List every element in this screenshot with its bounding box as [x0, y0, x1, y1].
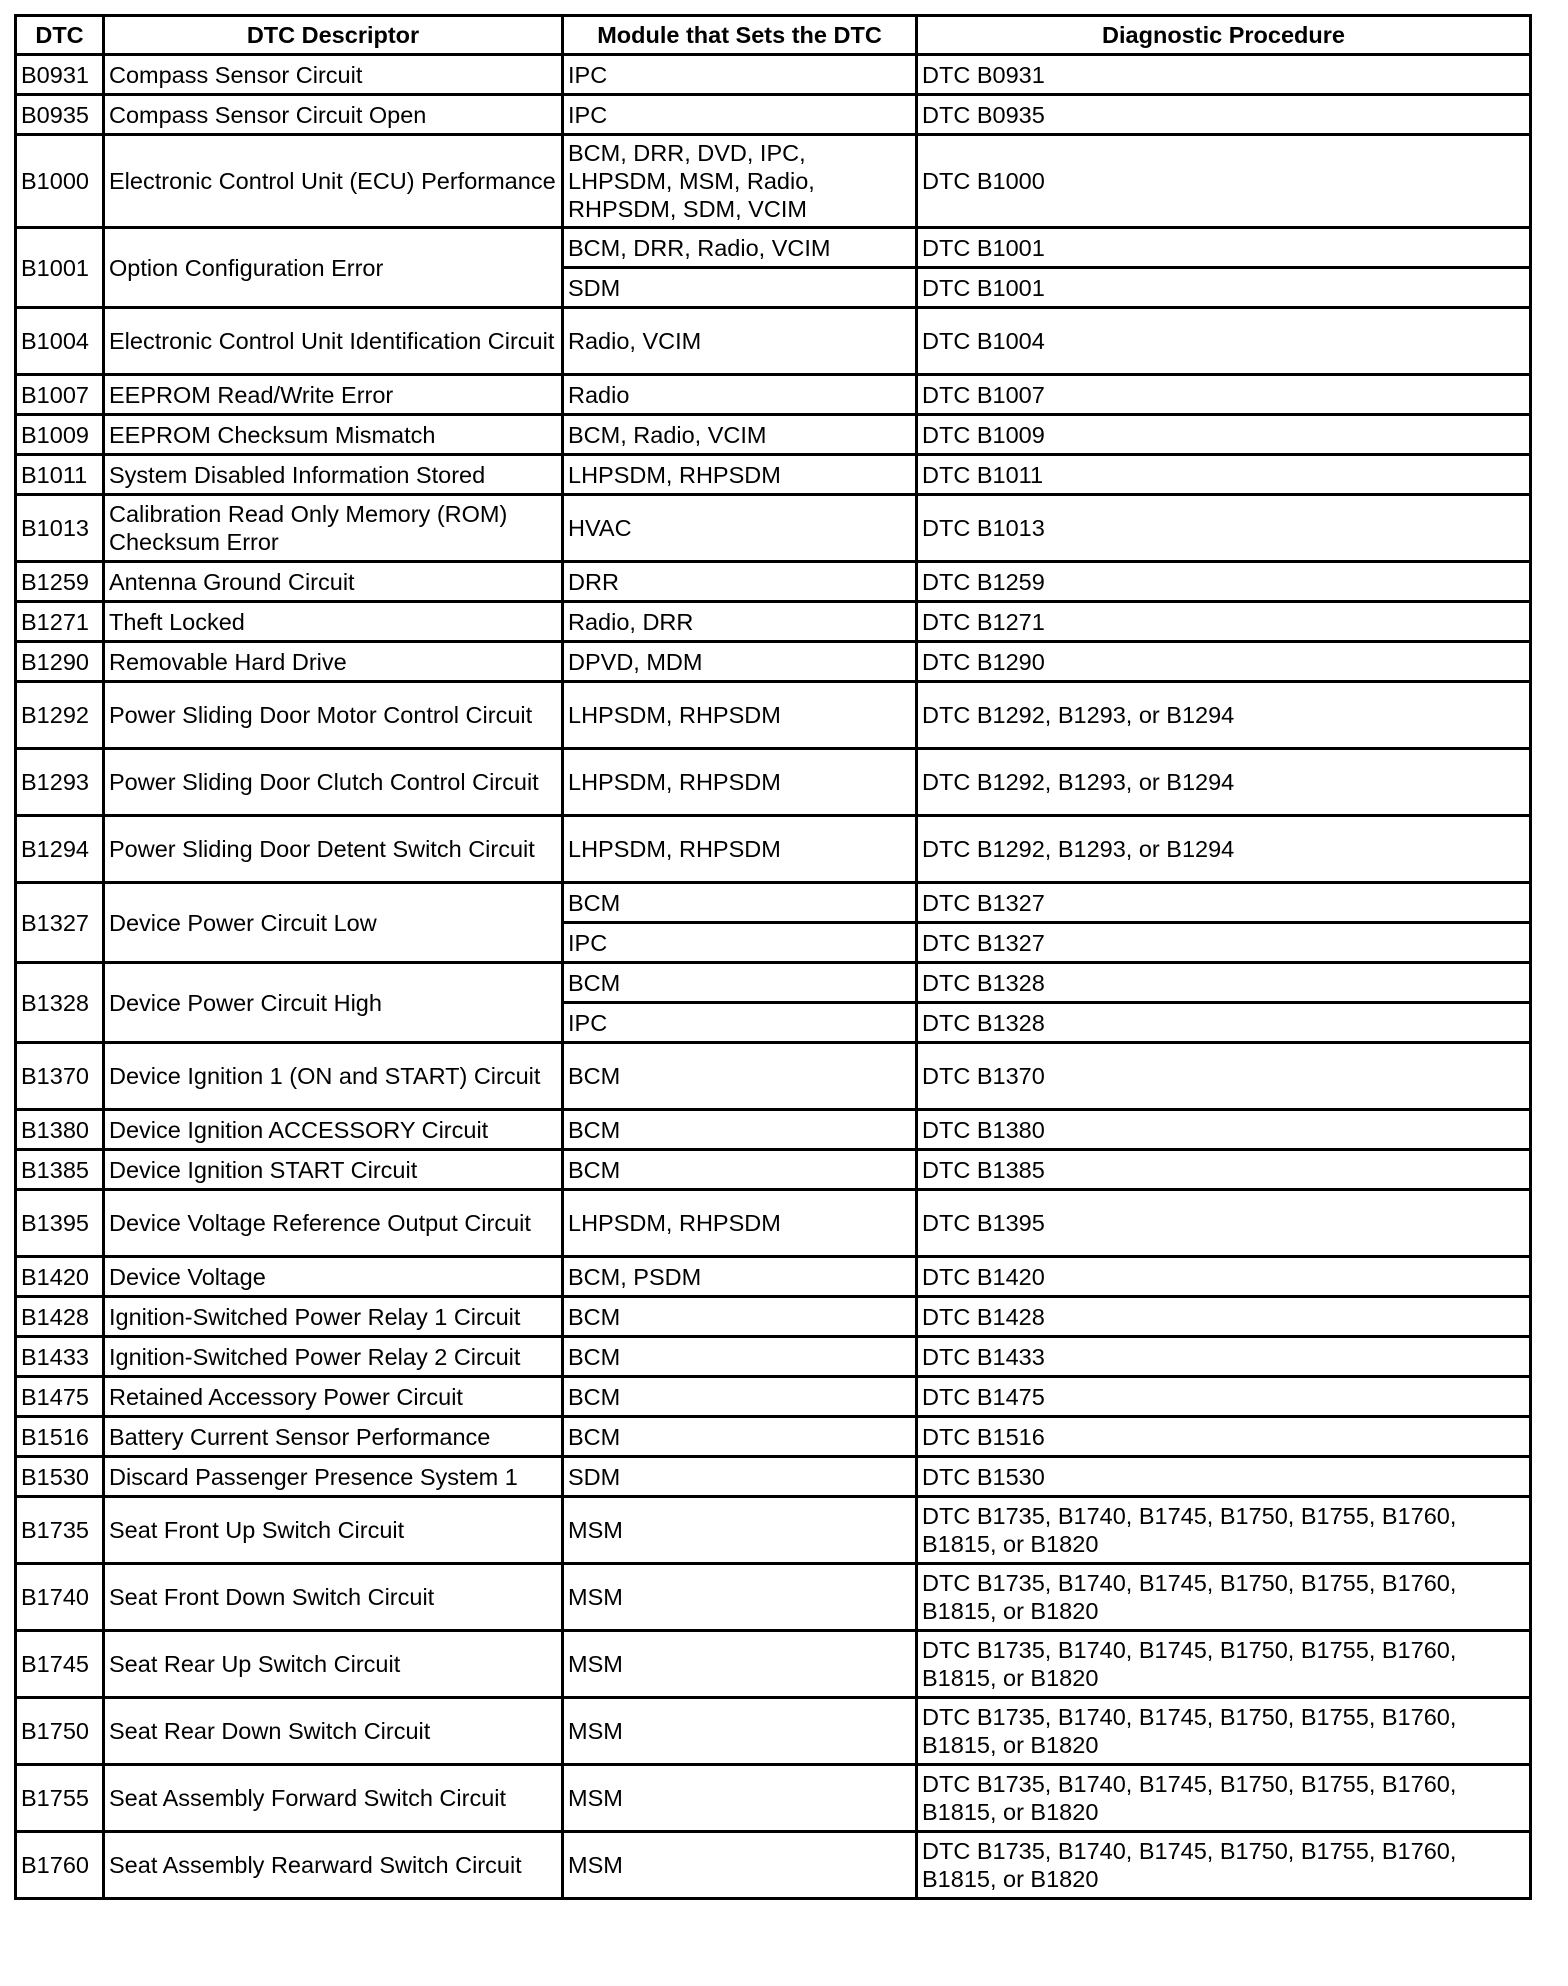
- table-row: [16, 375, 1531, 415]
- table-row: [16, 1150, 1531, 1190]
- table-body: [16, 55, 1531, 1899]
- dtc-code-cell: B1750: [16, 1698, 104, 1765]
- header-procedure: Diagnostic Procedure: [917, 16, 1531, 55]
- dtc-code-cell: B1007: [16, 375, 104, 415]
- module-cell: BCM, PSDM: [563, 1257, 917, 1297]
- table-row: [16, 1765, 1531, 1832]
- dtc-code-cell: B1259: [16, 562, 104, 602]
- dtc-descriptor-cell: Electronic Control Unit (ECU) Performance: [104, 135, 563, 228]
- header-descriptor: DTC Descriptor: [104, 16, 563, 55]
- module-cell: BCM, DRR, DVD, IPC, LHPSDM, MSM, Radio, RHPSDM, SDM, VCIM: [563, 135, 917, 228]
- table-header: [16, 16, 1531, 55]
- table-row: [16, 1043, 1531, 1110]
- table-row: [16, 1497, 1531, 1564]
- module-cell: Radio: [563, 375, 917, 415]
- procedure-cell: DTC B1433: [917, 1337, 1531, 1377]
- module-cell: BCM: [563, 1337, 917, 1377]
- dtc-code-cell: B1000: [16, 135, 104, 228]
- table-row: [16, 455, 1531, 495]
- procedure-cell: DTC B1516: [917, 1417, 1531, 1457]
- dtc-descriptor-cell: Device Ignition 1 (ON and START) Circuit: [104, 1043, 563, 1110]
- module-cell: Radio, VCIM: [563, 308, 917, 375]
- module-cell: BCM: [563, 1417, 917, 1457]
- procedure-cell: DTC B1327: [917, 883, 1531, 923]
- table-row: [16, 682, 1531, 749]
- table-row: [16, 749, 1531, 816]
- dtc-descriptor-cell: Seat Front Up Switch Circuit: [104, 1497, 563, 1564]
- procedure-cell: DTC B1271: [917, 602, 1531, 642]
- module-cell: IPC: [563, 1003, 917, 1043]
- dtc-code-cell: B1294: [16, 816, 104, 883]
- module-cell: MSM: [563, 1497, 917, 1564]
- dtc-code-cell: B1475: [16, 1377, 104, 1417]
- procedure-cell: DTC B1328: [917, 1003, 1531, 1043]
- module-cell: DRR: [563, 562, 917, 602]
- module-cell: HVAC: [563, 495, 917, 562]
- table-row: [16, 55, 1531, 95]
- procedure-cell: DTC B1259: [917, 562, 1531, 602]
- procedure-cell: DTC B1735, B1740, B1745, B1750, B1755, B1760, B1815, or B1820: [917, 1765, 1531, 1832]
- table-row: [16, 1564, 1531, 1631]
- table-row: [16, 1257, 1531, 1297]
- dtc-code-cell: B1516: [16, 1417, 104, 1457]
- dtc-descriptor-cell: Seat Rear Up Switch Circuit: [104, 1631, 563, 1698]
- module-cell: SDM: [563, 1457, 917, 1497]
- dtc-descriptor-cell: Theft Locked: [104, 602, 563, 642]
- dtc-descriptor-cell: Power Sliding Door Motor Control Circuit: [104, 682, 563, 749]
- procedure-cell: DTC B1327: [917, 923, 1531, 963]
- table-row: [16, 1110, 1531, 1150]
- procedure-cell: DTC B1735, B1740, B1745, B1750, B1755, B1760, B1815, or B1820: [917, 1631, 1531, 1698]
- dtc-descriptor-cell: Ignition-Switched Power Relay 1 Circuit: [104, 1297, 563, 1337]
- procedure-cell: DTC B1292, B1293, or B1294: [917, 749, 1531, 816]
- module-cell: DPVD, MDM: [563, 642, 917, 682]
- table-row: [16, 562, 1531, 602]
- table-row: [16, 816, 1531, 883]
- table-row: [16, 642, 1531, 682]
- dtc-code-cell: B1745: [16, 1631, 104, 1698]
- procedure-cell: DTC B1735, B1740, B1745, B1750, B1755, B1760, B1815, or B1820: [917, 1497, 1531, 1564]
- dtc-code-cell: B1327: [16, 883, 104, 963]
- dtc-descriptor-cell: Removable Hard Drive: [104, 642, 563, 682]
- module-cell: BCM, Radio, VCIM: [563, 415, 917, 455]
- module-cell: MSM: [563, 1564, 917, 1631]
- dtc-descriptor-cell: System Disabled Information Stored: [104, 455, 563, 495]
- module-cell: BCM: [563, 1150, 917, 1190]
- procedure-cell: DTC B1001: [917, 268, 1531, 308]
- dtc-code-cell: B1292: [16, 682, 104, 749]
- procedure-cell: DTC B1530: [917, 1457, 1531, 1497]
- table-row: [16, 1297, 1531, 1337]
- procedure-cell: DTC B1475: [917, 1377, 1531, 1417]
- table-row: [16, 1457, 1531, 1497]
- procedure-cell: DTC B1001: [917, 228, 1531, 268]
- module-cell: LHPSDM, RHPSDM: [563, 1190, 917, 1257]
- dtc-code-cell: B0931: [16, 55, 104, 95]
- dtc-code-cell: B1004: [16, 308, 104, 375]
- table-row: [16, 1417, 1531, 1457]
- procedure-cell: DTC B1292, B1293, or B1294: [917, 816, 1531, 883]
- procedure-cell: DTC B1290: [917, 642, 1531, 682]
- procedure-cell: DTC B1420: [917, 1257, 1531, 1297]
- dtc-code-cell: B1293: [16, 749, 104, 816]
- table-row: [16, 602, 1531, 642]
- module-cell: BCM: [563, 1043, 917, 1110]
- dtc-descriptor-cell: Calibration Read Only Memory (ROM) Checksum Error: [104, 495, 563, 562]
- module-cell: IPC: [563, 923, 917, 963]
- module-cell: BCM: [563, 963, 917, 1003]
- procedure-cell: DTC B1011: [917, 455, 1531, 495]
- module-cell: BCM, DRR, Radio, VCIM: [563, 228, 917, 268]
- dtc-descriptor-cell: Discard Passenger Presence System 1: [104, 1457, 563, 1497]
- dtc-descriptor-cell: Power Sliding Door Clutch Control Circuit: [104, 749, 563, 816]
- dtc-code-cell: B1009: [16, 415, 104, 455]
- dtc-code-cell: B1395: [16, 1190, 104, 1257]
- dtc-code-cell: B1328: [16, 963, 104, 1043]
- procedure-cell: DTC B1000: [917, 135, 1531, 228]
- dtc-descriptor-cell: Option Configuration Error: [104, 228, 563, 308]
- table-row: [16, 495, 1531, 562]
- module-cell: MSM: [563, 1765, 917, 1832]
- module-cell: LHPSDM, RHPSDM: [563, 455, 917, 495]
- dtc-descriptor-cell: Device Ignition START Circuit: [104, 1150, 563, 1190]
- dtc-descriptor-cell: EEPROM Read/Write Error: [104, 375, 563, 415]
- module-cell: BCM: [563, 1377, 917, 1417]
- dtc-code-cell: B1370: [16, 1043, 104, 1110]
- procedure-cell: DTC B1395: [917, 1190, 1531, 1257]
- table-row: [16, 415, 1531, 455]
- procedure-cell: DTC B1428: [917, 1297, 1531, 1337]
- table-row: [16, 1631, 1531, 1698]
- procedure-cell: DTC B1009: [917, 415, 1531, 455]
- module-cell: BCM: [563, 1110, 917, 1150]
- dtc-code-cell: B1290: [16, 642, 104, 682]
- procedure-cell: DTC B1735, B1740, B1745, B1750, B1755, B1760, B1815, or B1820: [917, 1832, 1531, 1899]
- dtc-descriptor-cell: Compass Sensor Circuit Open: [104, 95, 563, 135]
- dtc-descriptor-cell: Seat Rear Down Switch Circuit: [104, 1698, 563, 1765]
- dtc-code-cell: B1271: [16, 602, 104, 642]
- dtc-descriptor-cell: Device Voltage Reference Output Circuit: [104, 1190, 563, 1257]
- procedure-cell: DTC B1735, B1740, B1745, B1750, B1755, B1760, B1815, or B1820: [917, 1564, 1531, 1631]
- dtc-descriptor-cell: EEPROM Checksum Mismatch: [104, 415, 563, 455]
- procedure-cell: DTC B1004: [917, 308, 1531, 375]
- module-cell: BCM: [563, 1297, 917, 1337]
- dtc-descriptor-cell: Device Voltage: [104, 1257, 563, 1297]
- dtc-descriptor-cell: Electronic Control Unit Identification Circuit: [104, 308, 563, 375]
- procedure-cell: DTC B1385: [917, 1150, 1531, 1190]
- table-row: [16, 135, 1531, 228]
- table-row: [16, 1337, 1531, 1377]
- dtc-descriptor-cell: Device Power Circuit Low: [104, 883, 563, 963]
- dtc-descriptor-cell: Compass Sensor Circuit: [104, 55, 563, 95]
- module-cell: BCM: [563, 883, 917, 923]
- procedure-cell: DTC B1013: [917, 495, 1531, 562]
- dtc-descriptor-cell: Seat Assembly Rearward Switch Circuit: [104, 1832, 563, 1899]
- module-cell: LHPSDM, RHPSDM: [563, 816, 917, 883]
- dtc-table: [14, 14, 1532, 1900]
- module-cell: IPC: [563, 55, 917, 95]
- module-cell: SDM: [563, 268, 917, 308]
- dtc-code-cell: B1001: [16, 228, 104, 308]
- module-cell: MSM: [563, 1698, 917, 1765]
- dtc-descriptor-cell: Seat Assembly Forward Switch Circuit: [104, 1765, 563, 1832]
- procedure-cell: DTC B1328: [917, 963, 1531, 1003]
- procedure-cell: DTC B1380: [917, 1110, 1531, 1150]
- dtc-descriptor-cell: Seat Front Down Switch Circuit: [104, 1564, 563, 1631]
- dtc-descriptor-cell: Device Ignition ACCESSORY Circuit: [104, 1110, 563, 1150]
- dtc-code-cell: B1735: [16, 1497, 104, 1564]
- dtc-code-cell: B1530: [16, 1457, 104, 1497]
- dtc-code-cell: B1011: [16, 455, 104, 495]
- table-row: [16, 1190, 1531, 1257]
- table-row: [16, 1377, 1531, 1417]
- dtc-code-cell: B1385: [16, 1150, 104, 1190]
- dtc-descriptor-cell: Ignition-Switched Power Relay 2 Circuit: [104, 1337, 563, 1377]
- dtc-code-cell: B1013: [16, 495, 104, 562]
- table-row: [16, 883, 1531, 923]
- procedure-cell: DTC B0935: [917, 95, 1531, 135]
- dtc-code-cell: B1760: [16, 1832, 104, 1899]
- table-row: [16, 308, 1531, 375]
- header-module: Module that Sets the DTC: [563, 16, 917, 55]
- module-cell: MSM: [563, 1832, 917, 1899]
- dtc-code-cell: B1428: [16, 1297, 104, 1337]
- module-cell: IPC: [563, 95, 917, 135]
- dtc-code-cell: B1740: [16, 1564, 104, 1631]
- module-cell: LHPSDM, RHPSDM: [563, 749, 917, 816]
- table-row: [16, 95, 1531, 135]
- dtc-code-cell: B1380: [16, 1110, 104, 1150]
- dtc-descriptor-cell: Retained Accessory Power Circuit: [104, 1377, 563, 1417]
- dtc-code-cell: B1755: [16, 1765, 104, 1832]
- dtc-code-cell: B1420: [16, 1257, 104, 1297]
- procedure-cell: DTC B1007: [917, 375, 1531, 415]
- dtc-descriptor-cell: Antenna Ground Circuit: [104, 562, 563, 602]
- header-dtc: DTC: [16, 16, 104, 55]
- table-row: [16, 963, 1531, 1003]
- table-row: [16, 228, 1531, 268]
- dtc-descriptor-cell: Device Power Circuit High: [104, 963, 563, 1043]
- dtc-descriptor-cell: Power Sliding Door Detent Switch Circuit: [104, 816, 563, 883]
- procedure-cell: DTC B1735, B1740, B1745, B1750, B1755, B1760, B1815, or B1820: [917, 1698, 1531, 1765]
- procedure-cell: DTC B0931: [917, 55, 1531, 95]
- dtc-code-cell: B1433: [16, 1337, 104, 1377]
- module-cell: Radio, DRR: [563, 602, 917, 642]
- header-row: [16, 16, 1531, 55]
- module-cell: LHPSDM, RHPSDM: [563, 682, 917, 749]
- table-row: [16, 1698, 1531, 1765]
- dtc-code-cell: B0935: [16, 95, 104, 135]
- procedure-cell: DTC B1370: [917, 1043, 1531, 1110]
- table-row: [16, 1832, 1531, 1899]
- procedure-cell: DTC B1292, B1293, or B1294: [917, 682, 1531, 749]
- dtc-descriptor-cell: Battery Current Sensor Performance: [104, 1417, 563, 1457]
- module-cell: MSM: [563, 1631, 917, 1698]
